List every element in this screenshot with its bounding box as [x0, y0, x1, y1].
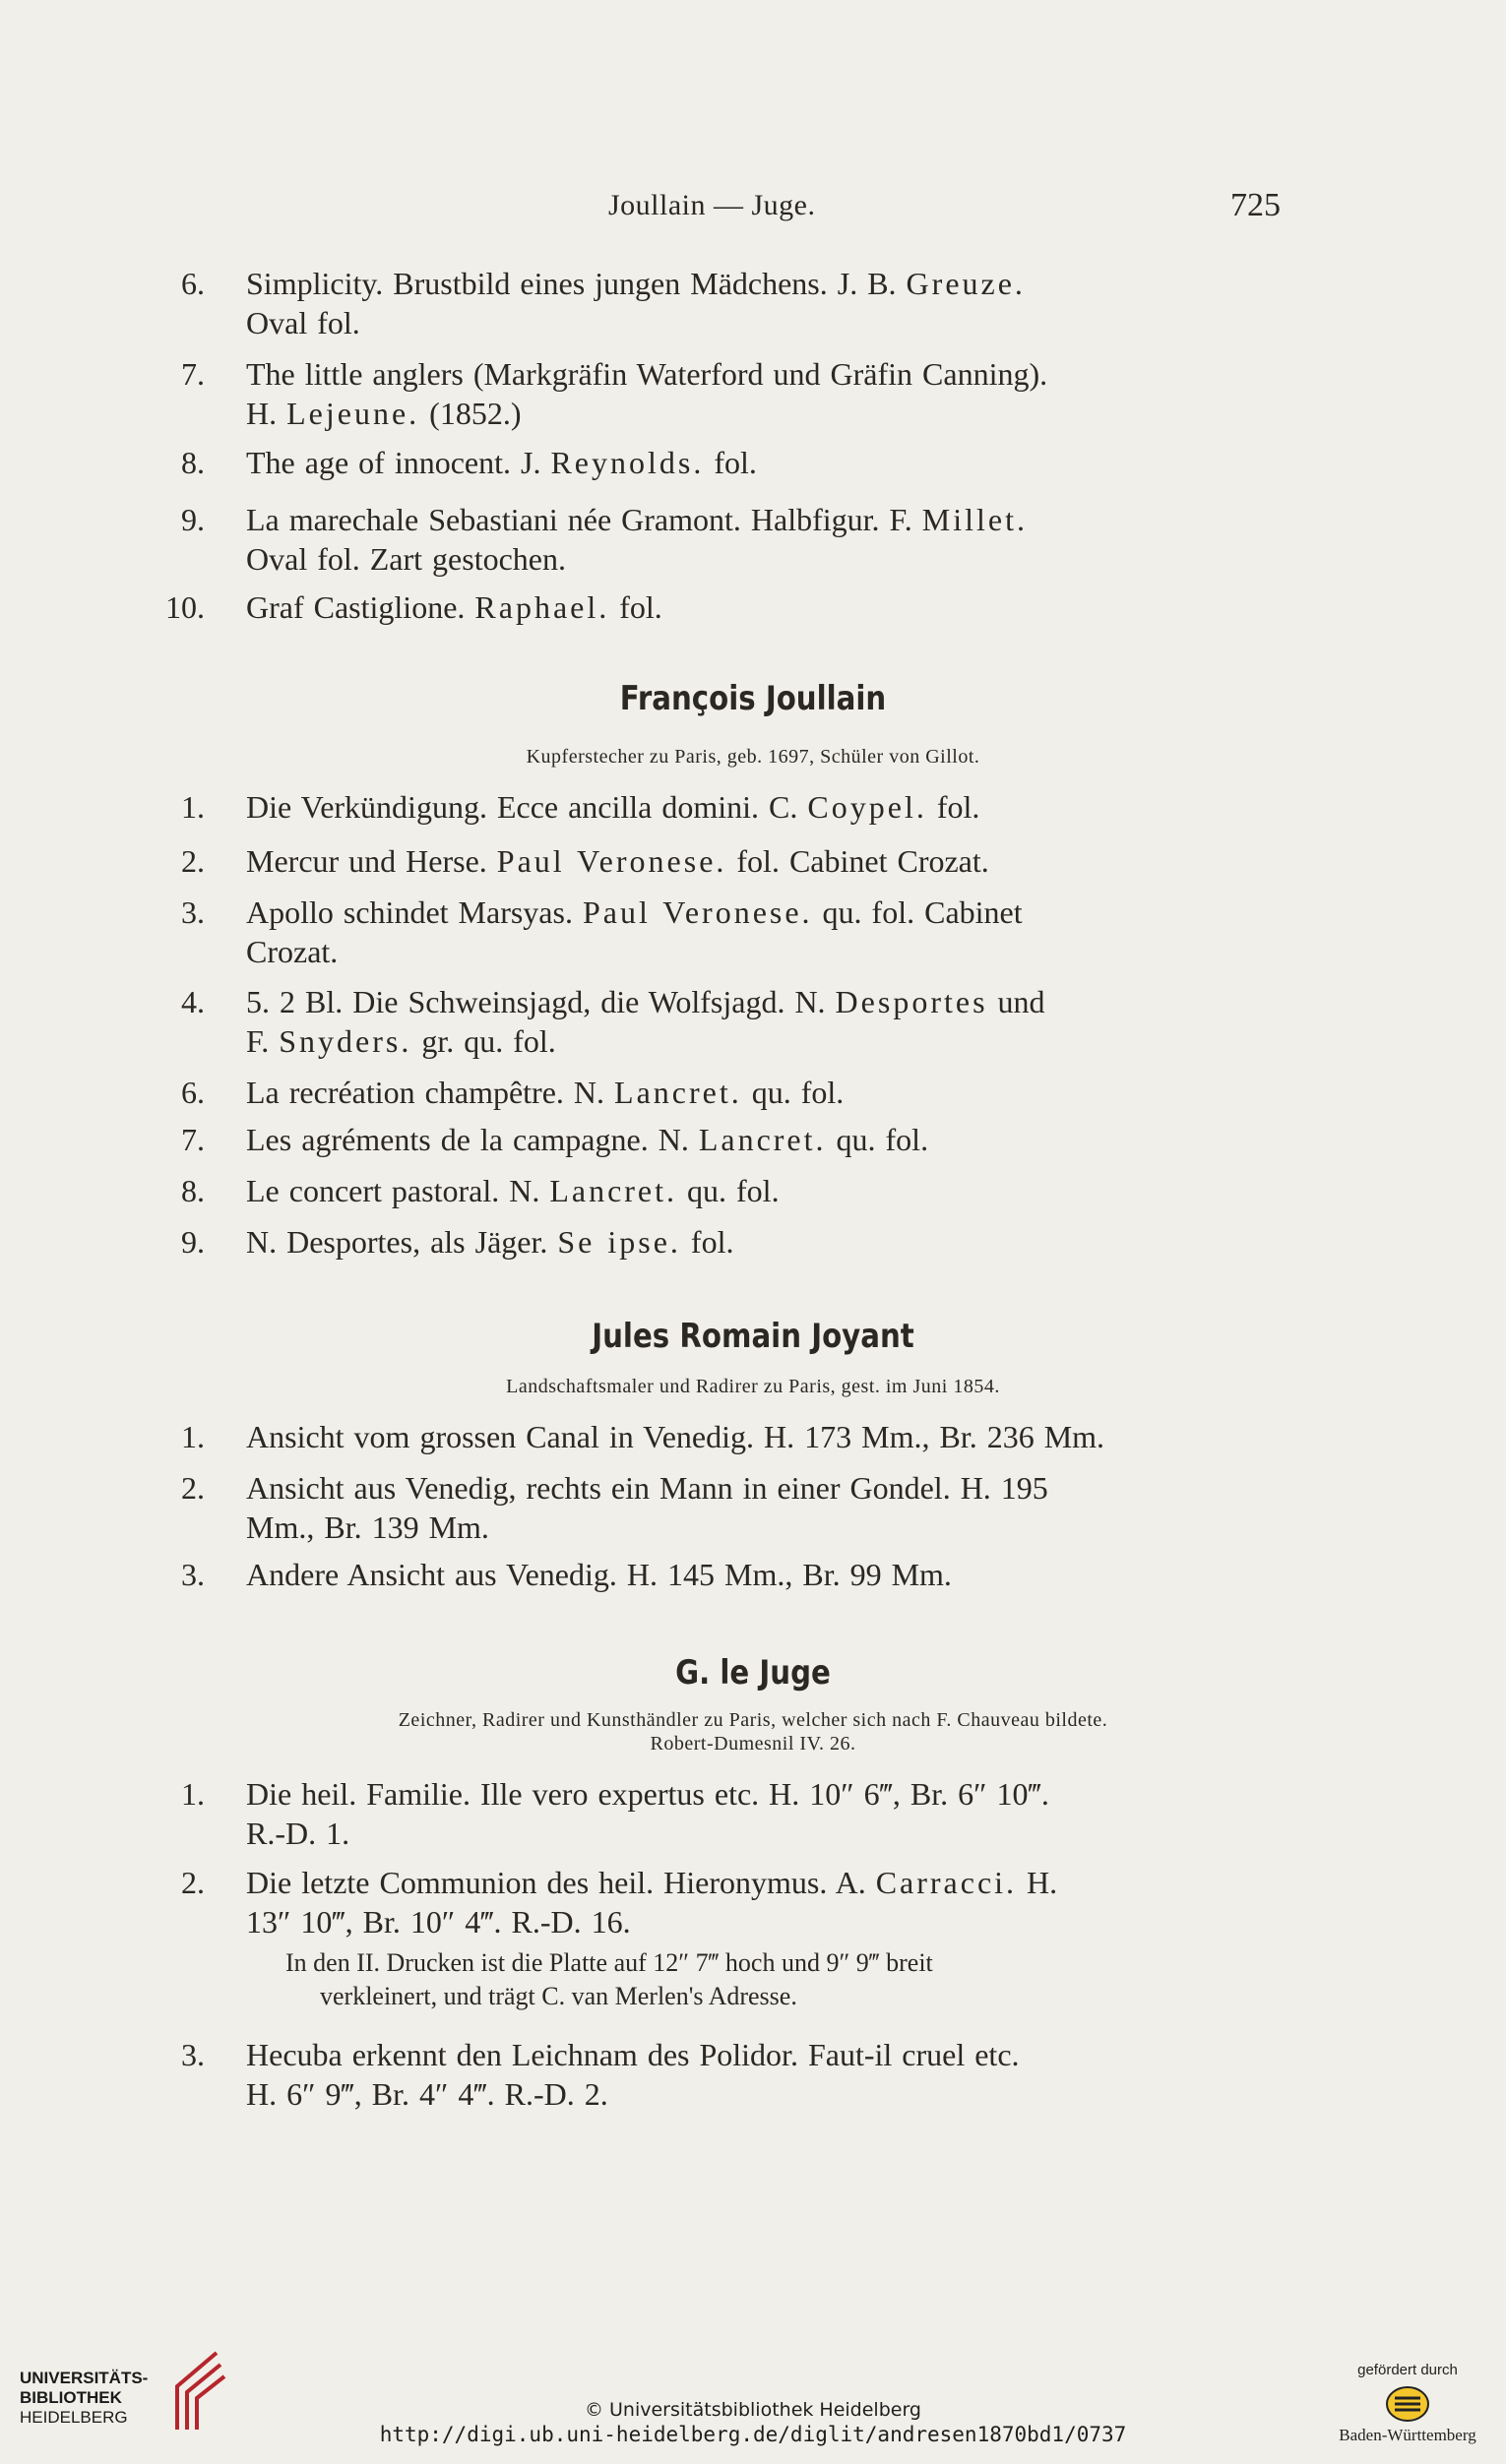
artist-name: Raphael. [474, 589, 610, 625]
artist-name: Lejeune. [286, 396, 420, 431]
artist-name: Se ipse. [557, 1224, 681, 1260]
copyright-notice: © Universitätsbibliothek Heidelberg [584, 2399, 921, 2421]
entry-line [246, 1508, 489, 1547]
entry-number: 3. [181, 894, 205, 930]
entry-text: Graf Castiglione. [246, 589, 475, 625]
artist-name: Greuze. [906, 266, 1026, 301]
entry-number: 8. [181, 1173, 205, 1208]
entry-text: Mercur und Herse. [246, 843, 497, 879]
entry-text: The little anglers (Markgräfin Waterford und Gräfin Canning). [246, 356, 1048, 392]
entry-text: qu. fol. [826, 1122, 929, 1157]
entry-text: H. 6″ 9‴, Br. 4″ 4‴. R.-D. 2. [246, 2076, 608, 2112]
entry-text: qu. fol. [677, 1173, 780, 1208]
entry-text: Hecuba erkennt den Leichnam des Polidor. Faut-il cruel etc. [246, 2037, 1020, 2072]
entry-text: R.-D. 1. [246, 1816, 350, 1851]
entry-number: 1. [181, 789, 205, 825]
entry-number: 9. [181, 1224, 205, 1260]
header-title: Joullain — Juge. [608, 189, 816, 221]
entry-text: Mm., Br. 139 Mm. [246, 1509, 489, 1545]
entry-line [246, 841, 989, 881]
entry-number: 9. [181, 502, 205, 537]
entry-number: 6. [181, 1075, 205, 1110]
entry-number: 4. [181, 984, 205, 1019]
sponsor-block[interactable] [1324, 2362, 1491, 2445]
footnote-line-2: verkleinert, und trägt C. van Merlen's Adresse. [320, 1982, 797, 2010]
entry-number: 7. [181, 356, 205, 392]
entry-text: H. [246, 396, 287, 431]
entry-line [246, 354, 1047, 394]
entry-text: Oval fol. [246, 305, 360, 340]
entry-text: fol. [926, 789, 980, 825]
permalink-url[interactable]: http://digi.ub.uni-heidelberg.de/diglit/andresen1870bd1/0737 [379, 2423, 1127, 2446]
entry-text: Apollo schindet Marsyas. [246, 894, 583, 930]
entry-text: und [987, 984, 1045, 1019]
sponsor-name: Baden-Württemberg [1339, 2426, 1476, 2444]
entry-text: Crozat. [246, 934, 339, 969]
artist-name: Millet. [921, 502, 1028, 537]
running-header [0, 179, 1506, 238]
entry-line [246, 1468, 1048, 1508]
entry-text: The age of innocent. J. [246, 445, 551, 480]
library-name-line-3: HEIDELBERG [20, 2408, 128, 2427]
subline-g-le-juge-2: Robert-Dumesnil IV. 26. [650, 1733, 856, 1755]
page-number: 725 [1230, 187, 1281, 223]
entry-text: Die Verkündigung. Ecce ancilla domini. C. [246, 789, 808, 825]
heading-jules-romain-joyant: Jules Romain Joyant [592, 1317, 914, 1356]
entry-text: N. Desportes, als Jäger. [246, 1224, 558, 1260]
entry-line [246, 893, 1023, 932]
entry-number: 7. [181, 1122, 205, 1157]
entry-text: 13″ 10‴, Br. 10″ 4‴. R.-D. 16. [246, 1904, 631, 1940]
entry-text: Ansicht aus Venedig, rechts ein Mann in einer Gondel. H. 195 [246, 1470, 1048, 1506]
entry-line [246, 1120, 928, 1159]
subline-g-le-juge-1: Zeichner, Radirer und Kunsthändler zu Paris, welcher sich nach F. Chauveau bildete. [398, 1709, 1108, 1731]
entry-text: fol. [609, 589, 662, 625]
entry-text: fol. [704, 445, 757, 480]
entry-text: Les agréments de la campagne. N. [246, 1122, 699, 1157]
entry-number: 1. [181, 1776, 205, 1812]
entry-line [246, 2035, 1020, 2074]
entry-number: 3. [181, 1557, 205, 1592]
entry-line [246, 443, 757, 482]
entry-line [246, 303, 360, 342]
heading-g-le-juge: G. le Juge [675, 1653, 831, 1693]
entry-line [246, 539, 566, 579]
library-name-line-2: BIBLIOTHEK [20, 2388, 122, 2407]
entry-text: Andere Ansicht aus Venedig. H. 145 Mm., Br. 99 Mm. [246, 1557, 952, 1592]
entry-text: Die heil. Familie. Ille vero expertus etc. H. 10″ 6‴, Br. 6″ 10‴. [246, 1776, 1049, 1812]
artist-name: Snyders. [279, 1023, 412, 1059]
entry-text: fol. Cabinet Crozat. [726, 843, 989, 879]
artist-name: Lancret. [614, 1075, 742, 1110]
entry-line [246, 982, 1045, 1021]
artist-name: Reynolds. [550, 445, 705, 480]
entry-number: 2. [181, 843, 205, 879]
entry-number: 6. [181, 266, 205, 301]
entry-line [246, 787, 979, 827]
entry-text: H. [1017, 1865, 1058, 1900]
state-crest-icon [1385, 2384, 1430, 2424]
entry-text: (1852.) [419, 396, 522, 431]
entry-text: qu. fol. Cabinet [812, 894, 1023, 930]
entry-number: 1. [181, 1419, 205, 1454]
artist-name: Coypel. [807, 789, 927, 825]
heading-francois-joullain: François Joullain [619, 679, 887, 718]
entry-line [246, 1222, 733, 1262]
entry-number: 3. [181, 2037, 205, 2072]
entry-text: gr. qu. fol. [411, 1023, 556, 1059]
entry-text: Oval fol. Zart gestochen. [246, 541, 566, 577]
footnote-line-1: In den II. Drucken ist die Platte auf 12″ 7‴ hoch und 9″ 9‴ breit [285, 1948, 933, 1977]
entry-number: 8. [181, 445, 205, 480]
entry-line [246, 2074, 608, 2114]
entry-text: Le concert pastoral. N. [246, 1173, 550, 1208]
entry-line [246, 1021, 556, 1061]
entry-text: qu. fol. [741, 1075, 845, 1110]
entry-line [246, 1555, 952, 1594]
artist-name: Paul Veronese. [496, 843, 727, 879]
entry-number: 2. [181, 1865, 205, 1900]
library-name-line-1: UNIVERSITÄTS- [20, 2369, 149, 2387]
entry-line [246, 1902, 631, 1941]
entry-number: 2. [181, 1470, 205, 1506]
entry-line [246, 1171, 780, 1210]
artist-name: Desportes [835, 984, 988, 1019]
entry-line [246, 1774, 1049, 1814]
entry-line [246, 587, 662, 627]
entry-number: 10. [165, 589, 205, 625]
artist-name: Lancret. [549, 1173, 678, 1208]
entry-line [246, 1417, 1104, 1456]
entry-text: fol. [680, 1224, 734, 1260]
entry-text: 5. 2 Bl. Die Schweinsjagd, die Wolfsjagd. N. [246, 984, 836, 1019]
entry-line [246, 1863, 1057, 1902]
sponsor-label: gefördert durch [1357, 2362, 1458, 2378]
subline-jules-romain-joyant: Landschaftsmaler und Radirer zu Paris, gest. im Juni 1854. [506, 1376, 1000, 1397]
entry-line [246, 264, 1026, 303]
entry-line [246, 500, 1028, 539]
entry-text: Ansicht vom grossen Canal in Venedig. H. 173 Mm., Br. 236 Mm. [246, 1419, 1105, 1454]
artist-name: Paul Veronese. [582, 894, 813, 930]
entry-line [246, 394, 521, 433]
entry-text: Simplicity. Brustbild eines jungen Mädchens. J. B. [246, 266, 907, 301]
entry-text: La recréation champêtre. N. [246, 1075, 615, 1110]
artist-name: Carracci. [875, 1865, 1018, 1900]
entry-text: Die letzte Communion des heil. Hieronymus. A. [246, 1865, 876, 1900]
subline-francois-joullain: Kupferstecher zu Paris, geb. 1697, Schüler von Gillot. [526, 746, 980, 768]
artist-name: Lancret. [698, 1122, 827, 1157]
entry-line [246, 932, 338, 971]
entry-text: F. [246, 1023, 280, 1059]
entry-line [246, 1073, 844, 1112]
entry-text: La marechale Sebastiani née Gramont. Halbfigur. F. [246, 502, 922, 537]
entry-line [246, 1814, 349, 1853]
